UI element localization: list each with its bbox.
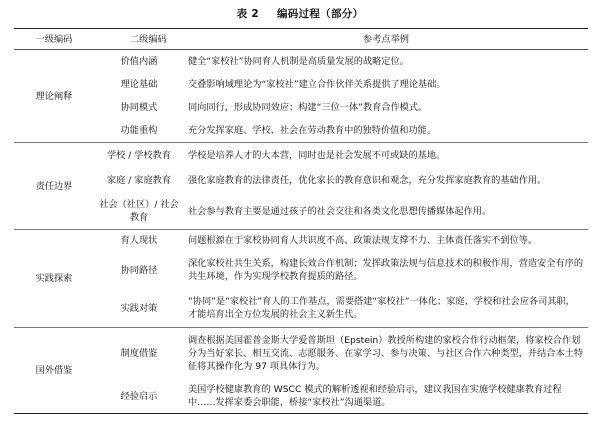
table-row <box>14 50 588 74</box>
reference-example: 强化家庭教育的法律责任，优化家长的教育意识和观念，充分发挥家庭教育的基础作用。 <box>188 175 547 186</box>
reference-example: 社会参与教育主要是通过孩子的社会交往和各类文化思想传播媒体起作用。 <box>184 193 588 230</box>
level1-code: 实践探索 <box>14 230 94 328</box>
level2-code: 社会（社区）/ 社会教育 <box>94 193 184 230</box>
coding-table <box>14 28 588 414</box>
table-row <box>14 143 588 169</box>
reference-example: 充分发挥家庭、学校、社会在劳动教育中的独特价值和功能。 <box>184 119 588 143</box>
level1-code: 国外借鉴 <box>14 328 94 414</box>
level2-code: 实践对策 <box>94 289 184 328</box>
level2-code: 协同路径 <box>120 264 158 276</box>
table-row <box>14 379 588 414</box>
header-reference: 参考点举例 <box>184 29 588 50</box>
level2-code: 协同模式 <box>120 102 158 113</box>
table-body <box>14 50 588 414</box>
level2-code: 功能重构 <box>94 119 184 143</box>
reference-example: 学校是培养人才的大本营，同时也是社会发展不可或缺的基地。 <box>188 150 446 161</box>
table-row <box>14 193 588 230</box>
reference-example: 美国学校健康教育的 WSCC 模式的解析透视和经验启示，建议我国在实施学校健康教育过程中……发挥家委会职能，桥接“家校社”沟通渠道。 <box>184 379 588 414</box>
table-row <box>14 168 588 193</box>
header-level2: 二级编码 <box>94 29 184 50</box>
reference-example: 交叠影响域理论为“家校社”建立合作伙伴关系提供了理论基础。 <box>188 79 446 90</box>
level2-code: 制度借鉴 <box>120 348 158 359</box>
table-row <box>14 73 588 96</box>
caption-title: 编码过程（部分） <box>276 8 364 20</box>
table-row <box>14 251 588 289</box>
table-row <box>14 328 588 380</box>
table-row <box>14 96 588 119</box>
reference-example: 同向同行，形成协同效应；构建“三位一体”教育合作模式。 <box>188 102 428 113</box>
level2-code: 理论基础 <box>120 79 158 90</box>
table-row <box>14 119 588 143</box>
caption-number: 表 2 <box>236 8 259 20</box>
level1-code: 责任边界 <box>14 143 94 230</box>
header-level1: 一级编码 <box>14 29 94 50</box>
level2-code: 价值内涵 <box>120 56 158 67</box>
reference-example: 深化家校社共生关系，构建长效合作机制；发挥政策法规与信息技术的积极作用，营造安全有序的共生环境，作为实现学校教育提质的路径。 <box>188 258 584 282</box>
reference-example: 健全“家校社”协同育人机制是高质量发展的战略定位。 <box>188 56 409 67</box>
level1-code: 理论阐释 <box>14 50 94 143</box>
header-row <box>14 29 588 50</box>
table-row <box>14 289 588 328</box>
reference-example: “协同”是“家校社”育人的工作基点，需要搭建“家校社”一体化；家庭、学校和社会应各司其职，才能培育出全方位发展的社会主义新生代。 <box>184 289 588 328</box>
level2-code: 学校 / 学校教育 <box>106 150 172 161</box>
level2-code: 家庭 / 家庭教育 <box>106 175 172 186</box>
level2-code: 经验启示 <box>94 379 184 414</box>
reference-example: 问题根源在于家校协同育人共识度不高、政策法规支撑不力、主体责任落实不到位等。 <box>188 235 538 246</box>
table-row <box>14 230 588 252</box>
table-caption <box>0 6 600 21</box>
reference-example: 调查根据美国霍普金斯大学爱普斯坦（Epstein）教授所构建的家校合作行动框架，将家校合作划分为当好家长、相互交流、志愿服务、在家学习、参与决策、与社区合作六种类型，并结合本土特征将其操作化为 97 项具体行为。 <box>188 335 584 372</box>
level2-code: 育人现状 <box>120 235 158 246</box>
